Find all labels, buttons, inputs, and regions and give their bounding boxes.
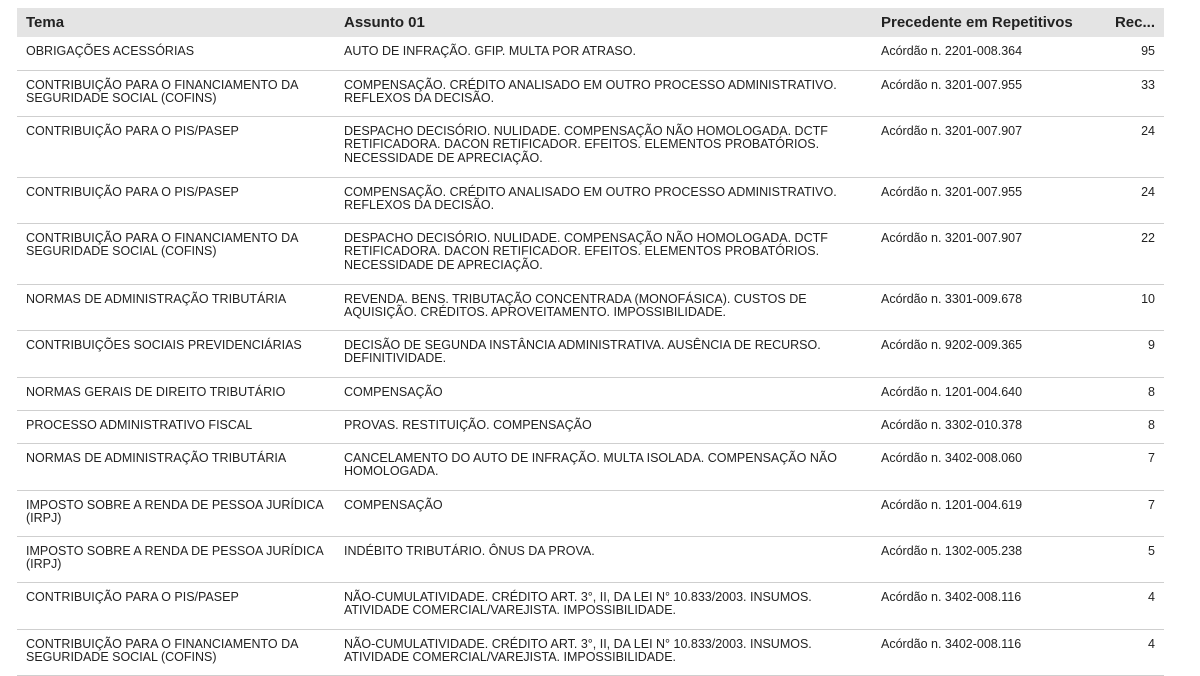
column-header-assunto[interactable]: Assunto 01 [344, 14, 425, 31]
cell-tema: PROCESSO ADMINISTRATIVO FISCAL [17, 410, 335, 443]
cell-precedente: Acórdão n. 2201-008.364 [872, 37, 1105, 70]
cell-rec: 4 [1105, 629, 1164, 675]
cell-precedente: Acórdão n. 1201-004.619 [872, 490, 1105, 536]
table-row[interactable] [17, 377, 1164, 410]
cell-assunto: PROVAS. RESTITUIÇÃO. COMPENSAÇÃO [335, 410, 872, 443]
cell-precedente: Acórdão n. 3302-010.378 [872, 410, 1105, 443]
cell-precedente: Acórdão n. 9202-009.365 [872, 330, 1105, 377]
table-header-row [17, 8, 1164, 37]
table-row[interactable] [17, 284, 1164, 330]
cell-precedente: Acórdão n. 3201-007.955 [872, 70, 1105, 116]
cell-precedente: Acórdão n. 3201-007.955 [872, 177, 1105, 223]
cell-rec: 24 [1105, 177, 1164, 223]
cell-tema: CONTRIBUIÇÃO PARA O PIS/PASEP [17, 177, 335, 223]
cell-tema: IMPOSTO SOBRE A RENDA DE PESSOA JURÍDICA (IRPJ) [17, 536, 335, 582]
cell-rec: 8 [1105, 410, 1164, 443]
column-header-tema[interactable]: Tema [26, 14, 65, 31]
cell-rec: 33 [1105, 70, 1164, 116]
cell-rec: 7 [1105, 443, 1164, 490]
column-header-rec[interactable]: Rec... [1114, 14, 1155, 31]
cell-tema: CONTRIBUIÇÃO PARA O PIS/PASEP [17, 116, 335, 177]
cell-rec: 10 [1105, 284, 1164, 330]
cell-precedente: Acórdão n. 3201-007.907 [872, 223, 1105, 284]
cell-tema: CONTRIBUIÇÃO PARA O FINANCIAMENTO DA SEGURIDADE SOCIAL (COFINS) [17, 70, 335, 116]
table-body [17, 37, 1164, 675]
cell-assunto: AUTO DE INFRAÇÃO. GFIP. MULTA POR ATRASO. [335, 37, 872, 70]
cell-tema: IMPOSTO SOBRE A RENDA DE PESSOA JURÍDICA (IRPJ) [17, 490, 335, 536]
cell-tema: CONTRIBUIÇÃO PARA O PIS/PASEP [17, 582, 335, 629]
cell-assunto: REVENDA. BENS. TRIBUTAÇÃO CONCENTRADA (MONOFÁSICA). CUSTOS DE AQUISIÇÃO. CRÉDITOS. APROVEITAMENTO. IMPOSSIBILIDADE. [335, 284, 872, 330]
cell-rec: 22 [1105, 223, 1164, 284]
cell-rec: 4 [1105, 582, 1164, 629]
column-header-precedente[interactable]: Precedente em Repetitivos [881, 14, 1073, 31]
cell-tema: NORMAS GERAIS DE DIREITO TRIBUTÁRIO [17, 377, 335, 410]
table-row[interactable] [17, 490, 1164, 536]
cell-precedente: Acórdão n. 3301-009.678 [872, 284, 1105, 330]
cell-rec: 95 [1105, 37, 1164, 70]
cell-precedente: Acórdão n. 3402-008.060 [872, 443, 1105, 490]
table-row[interactable] [17, 410, 1164, 443]
cell-assunto: COMPENSAÇÃO [335, 490, 872, 536]
precedents-table-container [17, 8, 1164, 676]
cell-precedente: Acórdão n. 3402-008.116 [872, 582, 1105, 629]
cell-precedente: Acórdão n. 3402-008.116 [872, 629, 1105, 675]
table-row[interactable] [17, 582, 1164, 629]
table-row[interactable] [17, 536, 1164, 582]
cell-tema: CONTRIBUIÇÃO PARA O FINANCIAMENTO DA SEGURIDADE SOCIAL (COFINS) [17, 629, 335, 675]
cell-assunto: NÃO-CUMULATIVIDADE. CRÉDITO ART. 3°, II, DA LEI N° 10.833/2003. INSUMOS. ATIVIDADE COMERCIAL/VAREJISTA. IMPOSSIBILIDADE. [335, 582, 872, 629]
table-row[interactable] [17, 70, 1164, 116]
table-row[interactable] [17, 330, 1164, 377]
cell-assunto: COMPENSAÇÃO [335, 377, 872, 410]
cell-rec: 7 [1105, 490, 1164, 536]
cell-tema: CONTRIBUIÇÃO PARA O FINANCIAMENTO DA SEGURIDADE SOCIAL (COFINS) [17, 223, 335, 284]
cell-assunto: CANCELAMENTO DO AUTO DE INFRAÇÃO. MULTA ISOLADA. COMPENSAÇÃO NÃO HOMOLOGADA. [335, 443, 872, 490]
precedents-table [17, 8, 1164, 676]
cell-rec: 8 [1105, 377, 1164, 410]
cell-rec: 9 [1105, 330, 1164, 377]
cell-rec: 5 [1105, 536, 1164, 582]
cell-tema: NORMAS DE ADMINISTRAÇÃO TRIBUTÁRIA [17, 284, 335, 330]
table-row[interactable] [17, 37, 1164, 70]
cell-tema: NORMAS DE ADMINISTRAÇÃO TRIBUTÁRIA [17, 443, 335, 490]
cell-assunto: INDÉBITO TRIBUTÁRIO. ÔNUS DA PROVA. [335, 536, 872, 582]
cell-precedente: Acórdão n. 3201-007.907 [872, 116, 1105, 177]
cell-precedente: Acórdão n. 1201-004.640 [872, 377, 1105, 410]
table-row[interactable] [17, 177, 1164, 223]
cell-assunto: DESPACHO DECISÓRIO. NULIDADE. COMPENSAÇÃO NÃO HOMOLOGADA. DCTF RETIFICADORA. DACON RETIFICADOR. EFEITOS. ELEMENTOS PROBATÓRIOS. NECESSIDADE DE APRECIAÇÃO. [335, 223, 872, 284]
table-row[interactable] [17, 629, 1164, 675]
table-row[interactable] [17, 116, 1164, 177]
cell-rec: 24 [1105, 116, 1164, 177]
cell-assunto: NÃO-CUMULATIVIDADE. CRÉDITO ART. 3°, II, DA LEI N° 10.833/2003. INSUMOS. ATIVIDADE COMERCIAL/VAREJISTA. IMPOSSIBILIDADE. [335, 629, 872, 675]
cell-tema: OBRIGAÇÕES ACESSÓRIAS [17, 37, 335, 70]
cell-assunto: COMPENSAÇÃO. CRÉDITO ANALISADO EM OUTRO PROCESSO ADMINISTRATIVO. REFLEXOS DA DECISÃO. [335, 70, 872, 116]
cell-assunto: DECISÃO DE SEGUNDA INSTÂNCIA ADMINISTRATIVA. AUSÊNCIA DE RECURSO. DEFINITIVIDADE. [335, 330, 872, 377]
cell-assunto: COMPENSAÇÃO. CRÉDITO ANALISADO EM OUTRO PROCESSO ADMINISTRATIVO. REFLEXOS DA DECISÃO. [335, 177, 872, 223]
table-row[interactable] [17, 223, 1164, 284]
table-row[interactable] [17, 443, 1164, 490]
cell-assunto: DESPACHO DECISÓRIO. NULIDADE. COMPENSAÇÃO NÃO HOMOLOGADA. DCTF RETIFICADORA. DACON RETIFICADOR. EFEITOS. ELEMENTOS PROBATÓRIOS. NECESSIDADE DE APRECIAÇÃO. [335, 116, 872, 177]
cell-precedente: Acórdão n. 1302-005.238 [872, 536, 1105, 582]
cell-tema: CONTRIBUIÇÕES SOCIAIS PREVIDENCIÁRIAS [17, 330, 335, 377]
